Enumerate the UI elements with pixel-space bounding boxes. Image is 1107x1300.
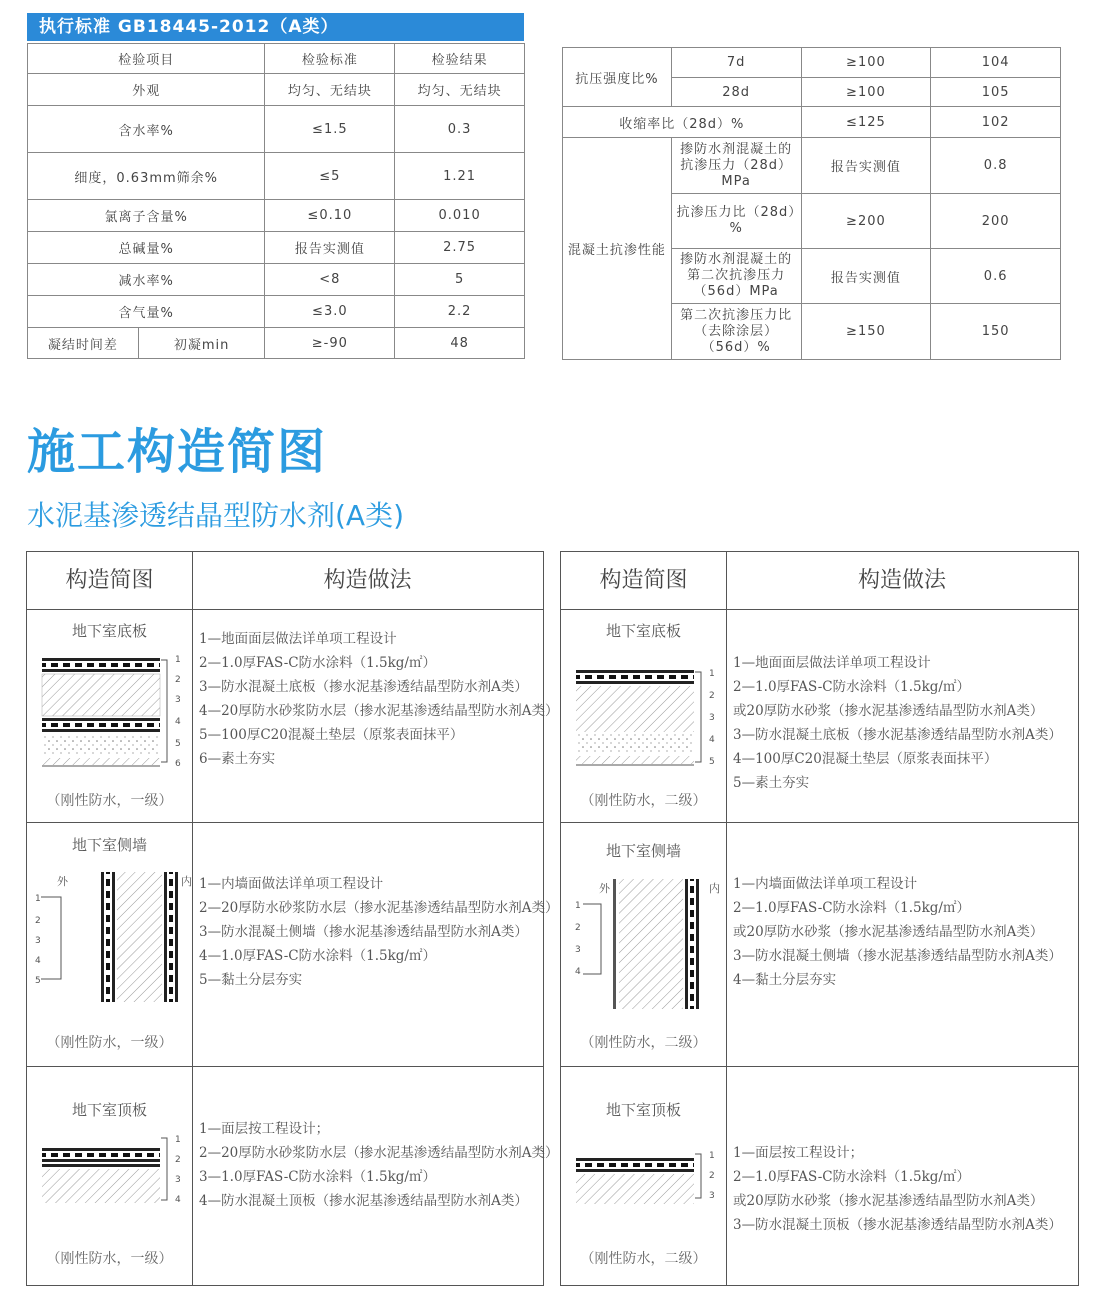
method-list (199, 1117, 559, 1213)
section-subtitle: 水泥基渗透结晶型防水剂(A类) (27, 499, 405, 532)
th-item: 检验项目 (28, 44, 265, 74)
diagram-title: 地下室底板 (71, 622, 147, 640)
cell: 0.6 (931, 249, 1061, 304)
divider (27, 1066, 543, 1067)
layer-num: 3 (709, 1191, 715, 1201)
layer-num: 1 (709, 1151, 715, 1161)
grade-note: （刚性防水，一级） (46, 1035, 173, 1051)
cell: 0.3 (395, 106, 525, 153)
layer-num: 1 (175, 655, 181, 665)
list-item: 2—1.0厚FAS-C防水涂料（1.5kg/㎡） (199, 655, 436, 671)
cell: 掺防水剂混凝土的抗渗压力（28d）MPa (671, 138, 801, 194)
cell: 均匀、无结块 (395, 74, 525, 106)
cell: 初凝min (138, 328, 265, 359)
list-item: 4—黏土分层夯实 (733, 972, 837, 988)
list-item: 4—防水混凝土顶板（掺水泥基渗透结晶型防水剂A类） (199, 1193, 528, 1209)
divider (27, 822, 543, 823)
layer-num: 2 (709, 691, 715, 701)
grade-note: （刚性防水，二级） (580, 1035, 707, 1051)
list-item: 1—地面面层做法详单项工程设计 (199, 631, 397, 647)
cell: 0.010 (395, 200, 525, 232)
cell: 收缩率比（28d）% (563, 107, 802, 138)
diagram-title: 地下室侧墙 (605, 842, 681, 860)
grade-note: （刚性防水，二级） (580, 1251, 707, 1267)
table-row (563, 138, 1061, 194)
diagram-title: 地下室侧墙 (71, 836, 147, 854)
layer-num: 5 (175, 739, 181, 749)
cell: 混凝土抗渗性能 (563, 138, 672, 360)
list-item: 5—100厚C20混凝土垫层（原浆表面抹平） (199, 727, 464, 743)
list-item: 3—防水混凝土侧墙（掺水泥基渗透结晶型防水剂A类） (199, 924, 528, 940)
list-item: 6—素土夯实 (199, 751, 276, 767)
table-row (28, 232, 525, 264)
method-list (199, 627, 559, 771)
cell: ≤0.10 (265, 200, 395, 232)
layer-num: 6 (175, 759, 181, 769)
wall-section-diagram (31, 867, 193, 1007)
table-row (28, 264, 525, 296)
section-title: 施工构造简图 (27, 424, 328, 480)
layer-num: 1 (175, 1135, 181, 1145)
header-diagram: 构造简图 (561, 552, 726, 610)
layer-num: 3 (175, 695, 181, 705)
table-row (28, 296, 525, 328)
layer-num: 5 (35, 976, 41, 986)
floor-section-diagram (573, 664, 723, 774)
cell: 2.2 (395, 296, 525, 328)
roof-section-diagram (39, 1130, 189, 1210)
cell: 总碱量% (28, 232, 265, 264)
construction-panel-grade1 (26, 551, 559, 1286)
list-item: 2—20厚防水砂浆防水层（掺水泥基渗透结晶型防水剂A类） (199, 1145, 559, 1161)
cell: 28d (671, 78, 801, 107)
cell: <8 (265, 264, 395, 296)
list-item: 3—防水混凝土顶板（掺水泥基渗透结晶型防水剂A类） (733, 1217, 1062, 1233)
layer-num: 4 (709, 735, 715, 745)
cell: 含水率% (28, 106, 265, 153)
divider (561, 1066, 1078, 1067)
list-item: 3—防水混凝土侧墙（掺水泥基渗透结晶型防水剂A类） (733, 948, 1062, 964)
table-row (28, 74, 525, 106)
list-item: 1—面层按工程设计； (733, 1145, 864, 1161)
cell: 氯离子含量% (28, 200, 265, 232)
inner-label: 内 (709, 882, 720, 895)
grade-note: （刚性防水，一级） (46, 793, 173, 809)
cell: 含气量% (28, 296, 265, 328)
grade-note: （刚性防水，一级） (46, 1251, 173, 1267)
cell: ≤3.0 (265, 296, 395, 328)
cell: 1.21 (395, 153, 525, 200)
performance-table (562, 47, 1061, 360)
cell: 凝结时间差 (28, 328, 139, 359)
diagram-title: 地下室顶板 (605, 1101, 681, 1119)
layer-num: 5 (709, 757, 715, 767)
list-item: 或20厚防水砂浆（掺水泥基渗透结晶型防水剂A类） (733, 1193, 1044, 1209)
list-item: 或20厚防水砂浆（掺水泥基渗透结晶型防水剂A类） (733, 703, 1044, 719)
table-row (28, 200, 525, 232)
wall-section-diagram (569, 874, 729, 1014)
list-item: 1—面层按工程设计； (199, 1121, 330, 1137)
list-item: 2—1.0厚FAS-C防水涂料（1.5kg/㎡） (733, 900, 970, 916)
list-item: 1—内墙面做法详单项工程设计 (733, 876, 918, 892)
layer-num: 4 (35, 956, 41, 966)
cell: 掺防水剂混凝土的第二次抗渗压力（56d）MPa (671, 249, 801, 304)
table-row (28, 153, 525, 200)
layer-num: 1 (35, 894, 41, 904)
method-list (199, 872, 559, 992)
list-item: 或20厚防水砂浆（掺水泥基渗透结晶型防水剂A类） (733, 924, 1044, 940)
list-item: 4—1.0厚FAS-C防水涂料（1.5kg/㎡） (199, 948, 436, 964)
cell: ≥100 (801, 48, 931, 78)
list-item: 1—内墙面做法详单项工程设计 (199, 876, 384, 892)
cell: 150 (931, 304, 1061, 360)
layer-num: 3 (35, 936, 41, 946)
cell: 102 (931, 107, 1061, 138)
cell: 抗压强度比% (563, 48, 672, 107)
cell: ≤125 (801, 107, 931, 138)
cell: 均匀、无结块 (265, 74, 395, 106)
cell: 7d (671, 48, 801, 78)
cell: 外观 (28, 74, 265, 106)
diagram-title: 地下室顶板 (71, 1101, 147, 1119)
roof-section-diagram (573, 1146, 723, 1216)
list-item: 4—20厚防水砂浆防水层（掺水泥基渗透结晶型防水剂A类） (199, 703, 559, 719)
diagram-title: 地下室底板 (605, 622, 681, 640)
cell: 抗渗压力比（28d）% (671, 194, 801, 249)
list-item: 2—1.0厚FAS-C防水涂料（1.5kg/㎡） (733, 679, 970, 695)
th-result: 检验结果 (395, 44, 525, 74)
layer-num: 4 (175, 717, 181, 727)
layer-num: 4 (575, 967, 581, 977)
cell: 5 (395, 264, 525, 296)
cell: ≤5 (265, 153, 395, 200)
cell: 细度，0.63mm筛余% (28, 153, 265, 200)
layer-num: 2 (175, 1155, 181, 1165)
cell: 2.75 (395, 232, 525, 264)
list-item: 5—素土夯实 (733, 775, 810, 791)
layer-num: 3 (175, 1175, 181, 1185)
list-item: 4—100厚C20混凝土垫层（原浆表面抹平） (733, 751, 998, 767)
list-item: 1—地面面层做法详单项工程设计 (733, 655, 931, 671)
cell: 第二次抗渗压力比（去除涂层）（56d）% (671, 304, 801, 360)
cell: 0.8 (931, 138, 1061, 194)
floor-section-diagram (39, 650, 189, 775)
header-method: 构造做法 (726, 552, 1078, 610)
layer-num: 4 (175, 1195, 181, 1205)
list-item: 5—黏土分层夯实 (199, 972, 303, 988)
layer-num: 2 (35, 916, 41, 926)
cell: ≥-90 (265, 328, 395, 359)
layer-num: 3 (575, 945, 581, 955)
cell: 报告实测值 (801, 138, 931, 194)
header-diagram: 构造简图 (27, 552, 192, 610)
method-list (733, 872, 1062, 992)
cell: 104 (931, 48, 1061, 78)
layer-num: 3 (709, 713, 715, 723)
table-row (28, 106, 525, 153)
standard-header: 执行标准 GB18445-2012（A类） (27, 13, 524, 41)
cell: 105 (931, 78, 1061, 107)
table-row (28, 328, 525, 359)
cell: 48 (395, 328, 525, 359)
cell: 报告实测值 (801, 249, 931, 304)
outer-label: 外 (599, 882, 610, 895)
inspection-table (27, 43, 525, 359)
grade-note: （刚性防水，二级） (580, 793, 707, 809)
cell: ≥150 (801, 304, 931, 360)
divider (561, 822, 1078, 823)
layer-num: 2 (709, 1171, 715, 1181)
inner-label: 内 (181, 875, 192, 888)
construction-panel-grade2 (560, 551, 1079, 1286)
table-row (563, 107, 1061, 138)
cell: 200 (931, 194, 1061, 249)
list-item: 3—防水混凝土底板（掺水泥基渗透结晶型防水剂A类） (733, 727, 1062, 743)
th-standard: 检验标准 (265, 44, 395, 74)
cell: ≥100 (801, 78, 931, 107)
cell: 报告实测值 (265, 232, 395, 264)
list-item: 2—20厚防水砂浆防水层（掺水泥基渗透结晶型防水剂A类） (199, 900, 559, 916)
layer-num: 2 (175, 675, 181, 685)
cell: 减水率% (28, 264, 265, 296)
layer-num: 1 (575, 901, 581, 911)
layer-num: 1 (709, 669, 715, 679)
table-row (563, 48, 1061, 78)
list-item: 3—防水混凝土底板（掺水泥基渗透结晶型防水剂A类） (199, 679, 528, 695)
list-item: 3—1.0厚FAS-C防水涂料（1.5kg/㎡） (199, 1169, 436, 1185)
cell: ≥200 (801, 194, 931, 249)
method-list (733, 1141, 1062, 1237)
cell: ≤1.5 (265, 106, 395, 153)
layer-num: 2 (575, 923, 581, 933)
header-method: 构造做法 (192, 552, 543, 610)
method-list (733, 651, 1062, 795)
outer-label: 外 (57, 875, 68, 888)
list-item: 2—1.0厚FAS-C防水涂料（1.5kg/㎡） (733, 1169, 970, 1185)
